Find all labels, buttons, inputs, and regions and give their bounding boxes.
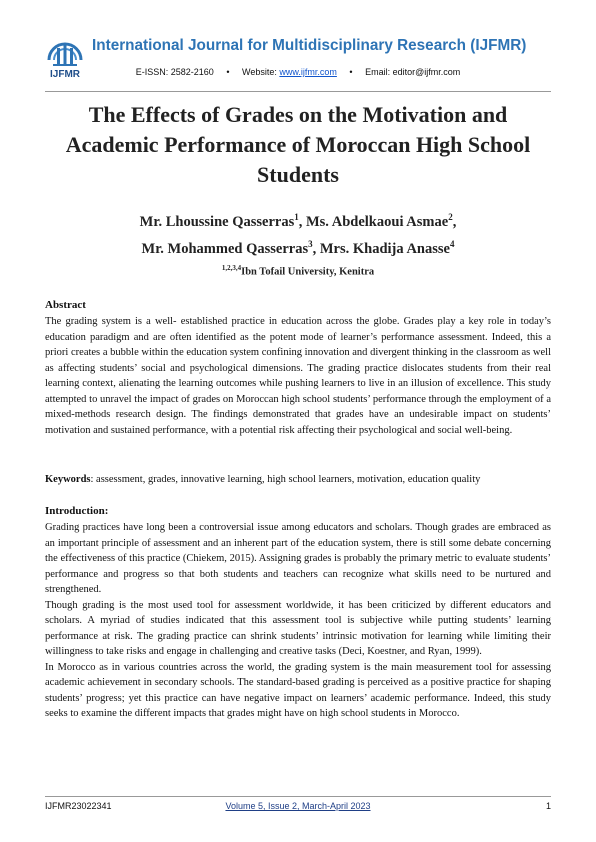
email: Email: editor@ijfmr.com (365, 67, 461, 77)
author-name: Mr. Lhoussine Qasserras (139, 213, 295, 230)
author-name: Ms. Abdelkaoui Asmae (305, 213, 449, 230)
bullet-separator: • (226, 67, 230, 77)
abstract-text (45, 314, 551, 438)
author-list (48, 206, 548, 260)
author-separator: , (312, 240, 320, 257)
affiliation-sup: 1,2,3,4 (221, 264, 242, 272)
paper-title: The Effects of Grades on the Motivation and Academic Performance of Moroccan High School Students (65, 102, 531, 187)
header-divider (45, 91, 551, 92)
eissn: E-ISSN: 2582-2160 (135, 67, 214, 77)
introduction-text (45, 520, 551, 722)
affiliation (48, 264, 548, 278)
keywords (45, 474, 551, 485)
journal-title (92, 37, 562, 55)
author-sup: 1 (294, 212, 299, 222)
website-label: Website: (242, 67, 277, 77)
journal-contact-line (0, 67, 596, 77)
journal-abbrev: (IJFMR) (470, 37, 527, 54)
intro-paragraph: In Morocco as in various countries across the world, the grading system is the main measurement tool for assessing academic achievement in secondary schools. The standard-based grading is perceived as a positive practice for shaping students’ progress; yet this practice can have negative impact on learners’ academic performance. Indeed, this study seeks to examine the different impacts that grades might have on high school students in Morocco. (45, 661, 551, 719)
logo-text: IJFMR (50, 69, 80, 80)
volume-info: Volume 5, Issue 2, March-April 2023 (225, 801, 371, 811)
author-sup: 3 (308, 238, 313, 249)
affiliation-name: Ibn Tofail University, Kenitra (241, 266, 375, 278)
abstract-paragraph: The grading system is a well- established practice in education across the globe. Grades play a key role in today’s education paradigm and are often identified as the potent mode of learner’s performance assessment. Indeed, this a priori creates a bubble within the education system confining innovation and divergent thinking in the classroom as well as affecting students’ social and psychological dimensions. The grading practice dislocates students from their real learning context, alienating the learning outcomes while pushing learners to live in an illusion of excellence. This study attempted to unravel the impact of grades on Moroccan high school students’ performance through the employment of a mixed-methods research design. The findings demonstrated that grades have an undesirable impact on students’ motivation and sustained performance, with a potential risk affecting their psychological and social well-being. (45, 316, 551, 436)
author-separator: , (452, 213, 457, 230)
journal-name: International Journal for Multidisciplinary Research (92, 37, 467, 54)
intro-paragraph: Though grading is the most used tool for assessment worldwide, it has been criticized by different educators and scholars. A myriad of studies indicated that this assessment tool is subjective while putting students’ learning performance at risk. The grading practice can shrink students’ intrinsic motivation for learning while limiting their willingness to take risks and engage in challenging and creative tasks (Deci, Koestner, and Ryan, 1999). (45, 599, 551, 657)
author-sup: 2 (448, 212, 453, 222)
keywords-text: : assessment, grades, innovative learning, high school learners, motivation, education quality (90, 474, 481, 485)
intro-paragraph: Grading practices have long been a controversial issue among educators and scholars. Though grades are embraced as an important principle of assessment and an inherent part of the education system, there is still some debate concerning the effectiveness of this practice (Chiekem, 2015). Assigning grades is probably the primary metric to evaluate students’ performance and progress so that both students and teachers can recognize what skills need to be nurtured and strengthened. (45, 522, 551, 595)
bullet-separator: • (349, 67, 353, 77)
paper-id: IJFMR23022341 (45, 801, 112, 811)
author-name: Mr. Mohammed Qasserras (141, 240, 309, 257)
abstract-heading: Abstract (45, 299, 86, 311)
keywords-label: Keywords (45, 474, 91, 485)
introduction-heading: Introduction: (45, 505, 109, 517)
author-sup: 4 (449, 238, 455, 249)
author-name: Mrs. Khadija Anasse (319, 240, 450, 257)
website-link[interactable]: www.ijfmr.com (279, 67, 337, 77)
footer-divider (45, 796, 551, 797)
author-separator: , (298, 213, 306, 230)
page-number: 1 (545, 801, 551, 811)
